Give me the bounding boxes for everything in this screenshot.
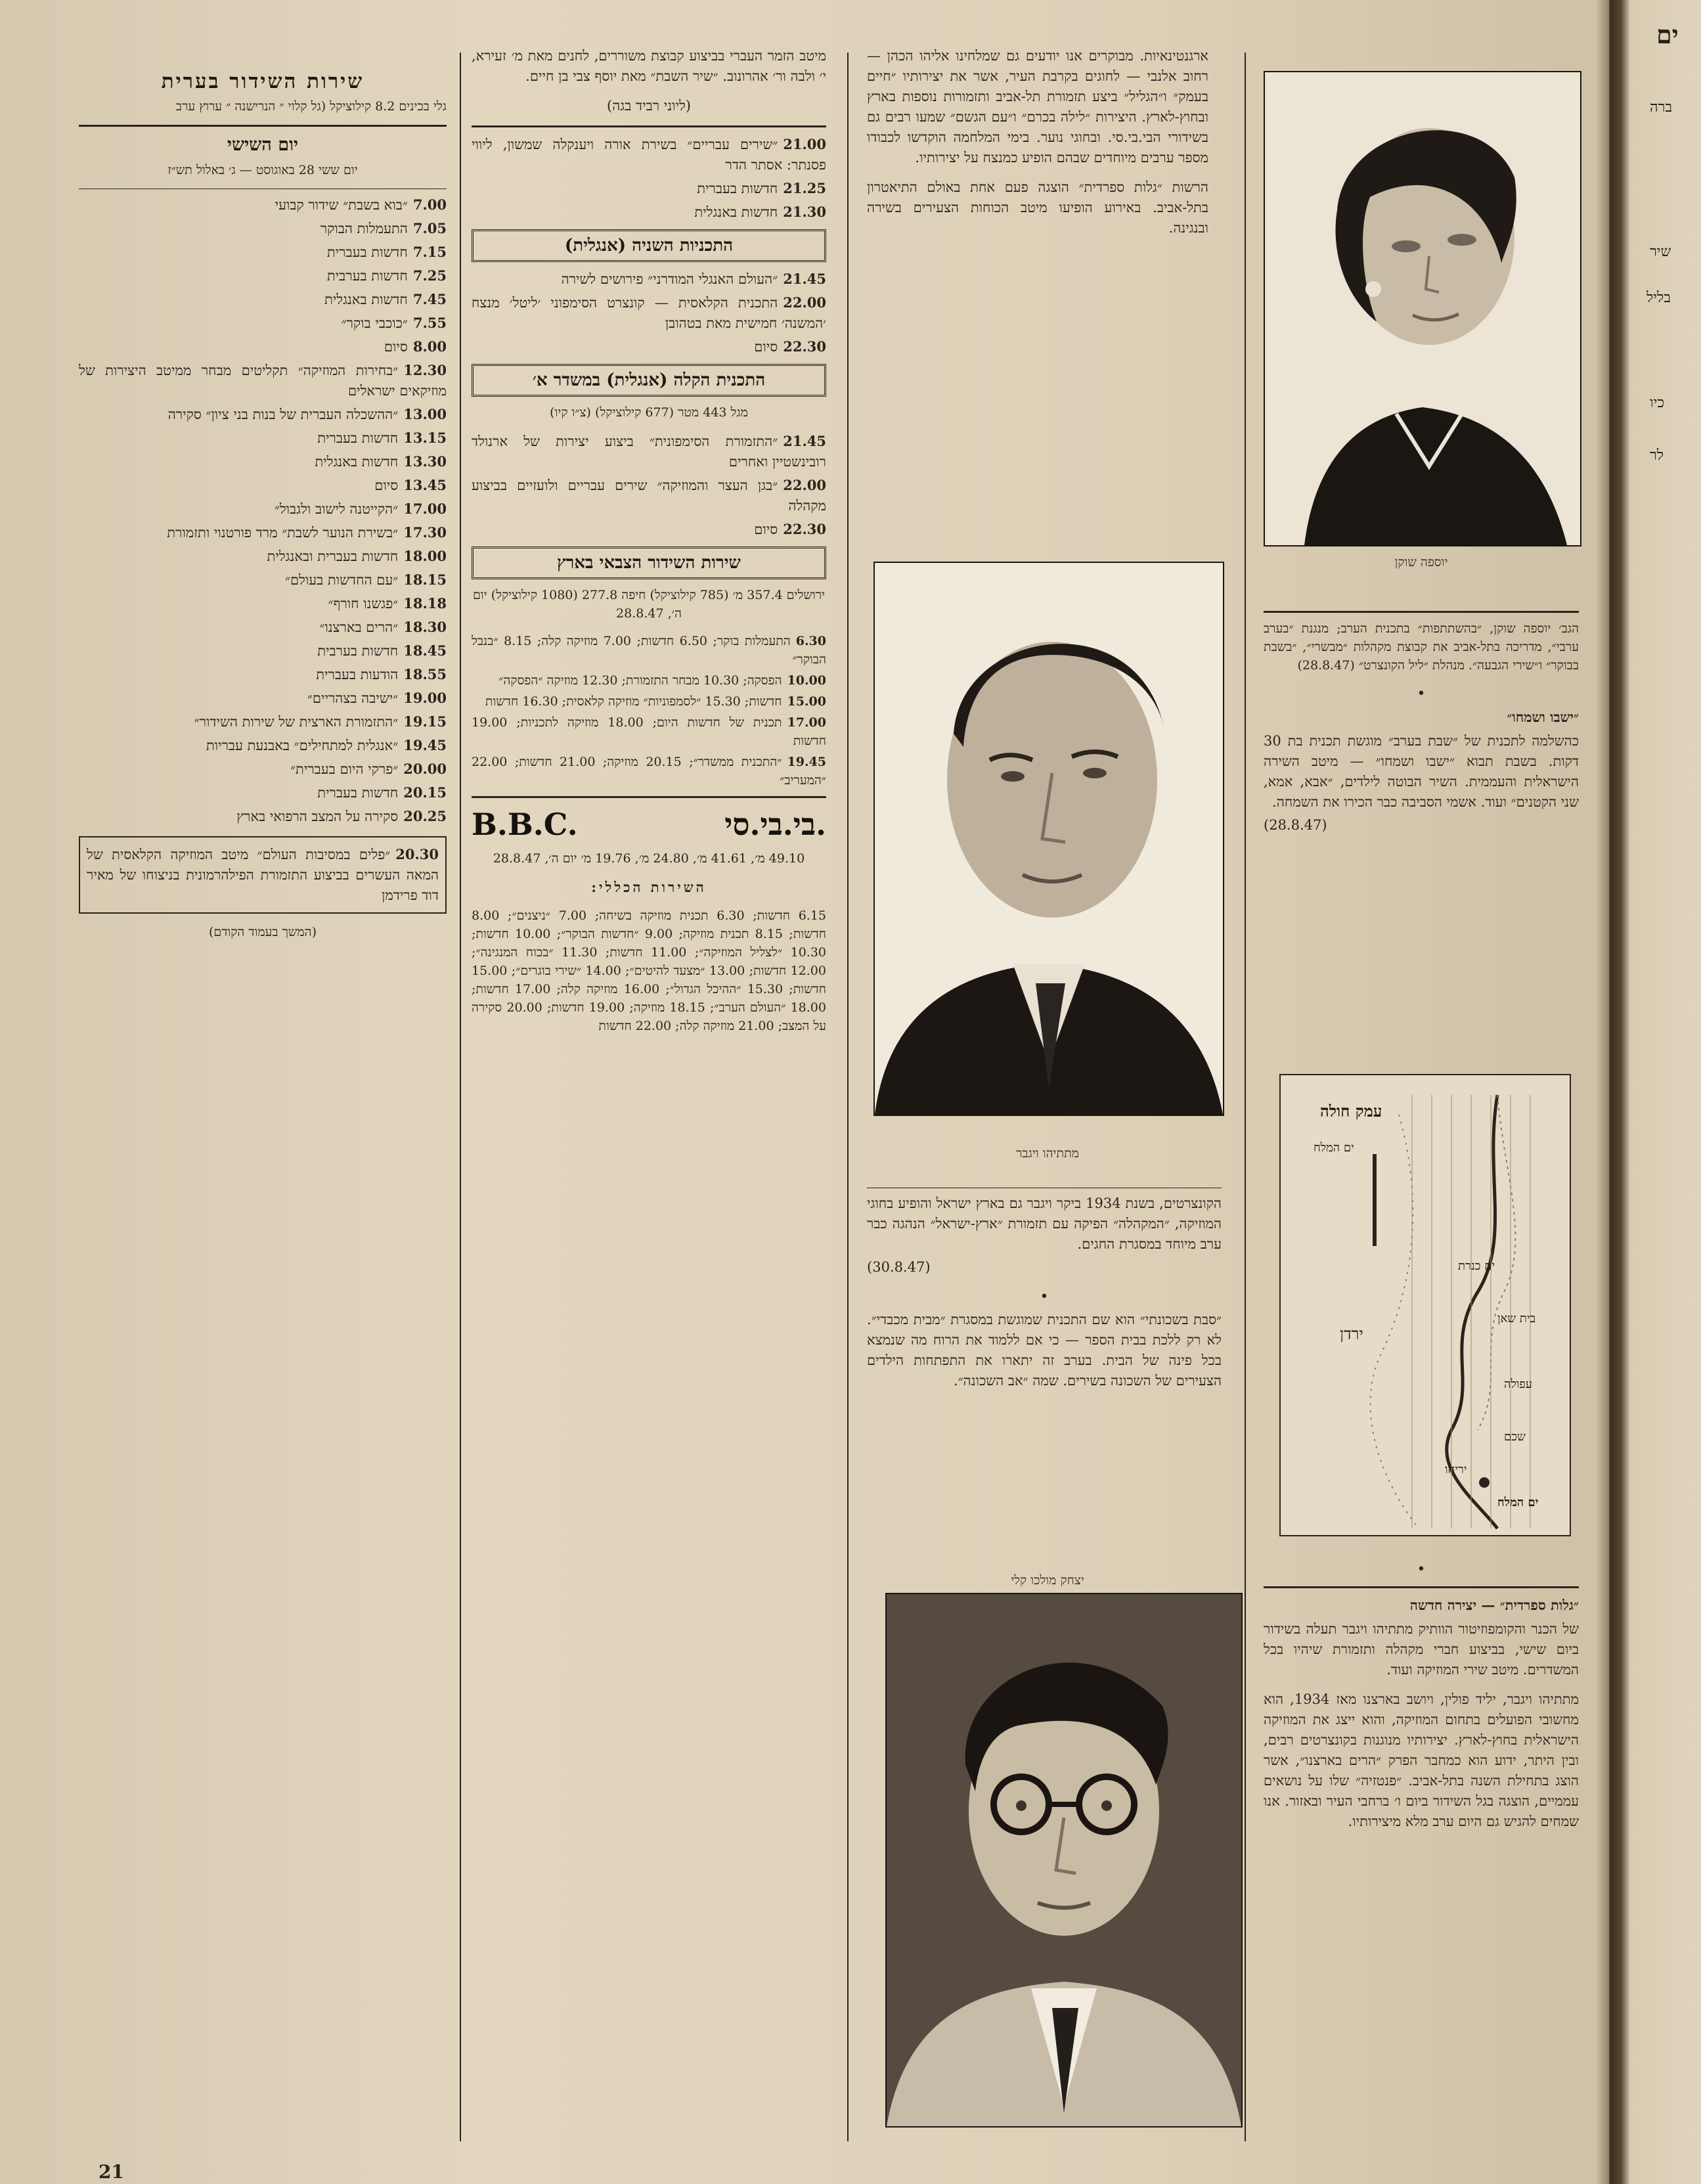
bbc-title-latin: B.B.C. [472,807,578,842]
left-heading: שירות השידור בערית [161,70,364,93]
schedule-item: 13.00״ההשכלה העברית של בנות בני ציון״ סקירה [167,406,447,422]
portrait-youth-icon [887,1594,1241,2126]
midleft-schedule-4 [472,632,826,790]
schedule-item: 19.15״התזמורת הארצית של שירות השידור״ [194,713,447,730]
right-para2-heading: ״גלות ספרדית״ — יצירה חדשה [1409,1597,1579,1613]
schedule-item: 20.00״פרקי היום בעברית״ [290,761,447,777]
schedule-item: 22.00״בגן העצר והמוזיקה״ שירים עבריים ולועזיים בביצוע מקהלה [472,477,826,514]
schedule-item: 13.30חדשות באנגלית [315,453,447,470]
map-label-4: שכם [1504,1430,1526,1444]
schedule-item: 19.45״התכנית ממשדר״; 20.15 מוזיקה; 21.00 חדשות; 22.00 ״המעריב״ [472,755,826,788]
schedule-item: 20.15חדשות בעברית [317,784,447,801]
schedule-item: 21.25חדשות בעברית [697,180,826,196]
schedule-item: 13.15חדשות בעברית [317,430,447,446]
photo-man [873,562,1224,1116]
midleft-schedule-2 [472,269,826,357]
left-column [79,66,447,2154]
schedule-item: 18.55הודעות בעברית [316,666,447,682]
separator-dot: • [1417,686,1426,702]
midright-text-top: ארגנטינאיות. מבוקרים אנו יודעים גם שמלחינו אליהו הכהן — רחוב אלנבי — לחוגים בקרבת העיר, אשר את יצירותיו ״חיים בעמק״ ו״הגליל״ ביצע תזמורת תל-אביב ותזמורות נוספות בארץ ובחוץ-לארץ. היצירות ״לילה בכרם״ ו״עם הגשם״ שמעו רבים גם בשידורי הבי.בי.סי. ובחוגי נוער. בימי המלחמה הוקדשו לכבודו מספר ערבים מיוחדים שבהם הופיע כמנצח על יצירותיו. [867,48,1208,166]
left-schedule [79,194,447,827]
schedule-item: 7.00״בוא בשבת״ שידור קבועי [275,196,447,213]
next-page-fragment: ים [1656,20,1679,49]
bbc-section-heading: השירות הכללי: [591,879,707,895]
caption-man: מתתיהו ויגבר [1016,1146,1079,1161]
schedule-item: 21.30חדשות באנגלית [694,204,826,220]
map-label-2: ירדן [1340,1325,1363,1343]
schedule-item: 21.00״שירים עבריים״ בשירת אורה ויענקלה שמשון, ליווי פסנתר: אסתר הדר [472,136,826,173]
schedule-item: 7.55״כוכבי בוקר״ [341,315,447,331]
schedule-item: 20.25סקירה על המצב הרפואי בארץ [236,808,447,824]
photo-youth [885,1593,1243,2128]
midleft-schedule-3 [472,431,826,540]
schedule-item: 22.30סיום [754,521,826,537]
midright-text-p2: הרשות ״גלות ספרדית״ הוצגה פעם אחת באולם התיאטרון בתל-אביב. באירוע הופיעו מיטב הכוחות הצעירים בשירה ובנגינה. [867,179,1208,236]
midright-text-mid-date: (30.8.47) [867,1259,931,1275]
schedule-item: 17.00תכנית של חדשות היום; 18.00 מוזיקה לתכניות; 19.00 חדשות [472,715,826,748]
schedule-item: 6.30התעמלות בוקר; 6.50 חדשות; 7.00 מוזיקה קלה; 8.15 ״בנבל הבוקר״ [472,634,826,667]
midleft-schedule-1 [472,134,826,223]
schedule-item: 7.05התעמלות הבוקר [320,220,447,236]
box3-subtitle: ירושלים 357.4 מ׳ (785 קילוציקל) חיפה 277.8 (1080 קילוציקל) יום ה׳, 28.8.47 [472,588,826,621]
midleft-column [472,46,826,2161]
right-para1-date: (28.8.47) [1264,817,1327,833]
caption-woman: יוספה שוקן [1394,555,1448,569]
schedule-item: 18.30״הרים בארצנו״ [319,619,447,635]
separator-dot-3: • [1040,1289,1049,1305]
next-page-edge [1610,0,1701,2184]
section-header-box1: התכניות השניה (אנגלית) [472,229,826,262]
schedule-item: 13.45סיום [374,477,447,493]
schedule-item: 19.00״ישיבה בצהריים״ [307,690,447,706]
midright-column-mid [867,1182,1222,1576]
schedule-item: 17.30״בשירת הנוער לשבת״ מרד פורטנוי ותזמורת [167,524,447,541]
map-figure [1279,1074,1571,1536]
schedule-item: 8.00סיום [384,338,447,355]
box2-subtitle: מגל 443 מטר (677 קילוציקל) (צ״ו קיו) [550,405,748,420]
box-time: 20.30 [395,846,439,862]
column-rule [460,53,461,2141]
section-header-box3: שירות השידור הצבאי בארץ [472,546,826,579]
midleft-top-credit: (ליוני רביד בגה) [607,98,691,114]
right-box-text: הגב׳ יוספה שוקן, ״בהשתתפות״ בתכנית הערב; מנגנת ״בערב ערבי״, מדריכה בתל-אביב את קבוצת מקהלות ״מבשרי״, ״בשבת בבוקר״ ו״שירי הגבעה״. מנהלת ״ליל הקונצרט״ (28.8.47) [1264,621,1579,673]
section-header-box2: התכנית הקלה (אנגלית) במשדר א׳ [472,364,826,397]
next-page-fragment: בליל [1646,290,1671,306]
map-label-1: בית שאן [1497,1312,1536,1326]
midright-column-top [867,46,1208,532]
portrait-woman-icon [1265,72,1580,545]
midleft-top-text: מיטב הזמר העברי בביצוע קבוצת משוררים, לחנים מאת מ׳ זעירא, י׳ ולבה ור׳ אהרונוב. ״שיר השבת״ מאת יוסף צבי בן חיים. [472,48,826,84]
bbc-subtitle: 49.10 מ׳, 41.61 מ׳, 24.80 מ׳, 19.76 מ׳ יום ה׳, 28.8.47 [493,851,805,866]
bbc-title-hebrew: בי.בי.סי. [724,807,826,842]
separator-dot-2: • [1417,1561,1426,1578]
schedule-item: 19.45״אנגלית למתחילים״ באבנעת עבריות [206,737,447,753]
caption-youth: יצחק מולכו קלי [1011,1573,1084,1588]
next-page-fragment: כיו [1650,395,1665,411]
next-page-fragment: לר [1650,447,1664,464]
midright-text-p3: ״סבת בשכונתי״ הוא שם התכנית שמוגשת במסגרת ״מבית מכבדי״. לא רק ללכת בבית הספר — כי אם ללמוד את הרוח מה שנמצא בכל פינה של הבית. בערב זה יתארו את התפתחות הילדים הצעירים של השכונה בשירים. שמה ״אב השכונה״. [867,1312,1222,1389]
photo-woman [1264,71,1581,546]
day-heading: יום השישי [227,135,299,155]
column-rule [847,53,849,2141]
continuation-note: (המשך בעמוד הקודם) [208,925,317,939]
right-para1: כהשלמה לתכנית של ״שבת בערב״ מוגשת תכנית בת 30 דקות. בשבת תבוא ״ישבו ושמחו״ — מיטב השירה הישראלית והעממית. השיר הבוטה לילדים, ״אבא, אמא, שני הקטנים״ ועוד. אשמי הסביבה כבר הכירו את השמחה. [1264,733,1579,810]
map-label-6: ים המלח [1497,1496,1539,1509]
schedule-item: 21.45״התזמורת הסימפונית״ ביצוע יצירות של ארנולד רובינשטיין ואחרים [472,433,826,470]
schedule-item: 18.45חדשות בערבית [317,642,447,659]
schedule-item: 10.00הפסקה; 10.30 מבחר התזמורת; 12.30 מוזיקה ״הפסקה״ [498,673,826,688]
schedule-item: 12.30״בחירות המוזיקה״ תקליטים מבחר ממיטב היצירות של מוזיקאים ישראלים [79,362,447,399]
next-page-fragment: שיר [1650,244,1671,260]
day-subheading: יום ששי 28 באוגוסט — ג׳ באלול תש״ז [167,163,358,177]
schedule-item: 18.00חדשות בעברית ובאנגלית [267,548,447,564]
schedule-item: 21.45״העולם האנגלי המודרני״ פירושים לשירה [561,271,826,287]
schedule-item: 17.00״הקייטנה לישוב ולגבול״ [274,501,447,517]
map-label-sub: ים המלח [1314,1141,1354,1155]
schedule-item: 15.00חדשות; 15.30 ״לסמפוניות״ מוזיקה קלאסית; 16.30 חדשות [485,694,826,709]
bbc-title [472,805,826,844]
portrait-man-icon [875,563,1223,1115]
right-para1-heading: ״ישבו ושמחו״ [1507,709,1579,725]
schedule-item: 7.15חדשות בעברית [326,244,447,260]
schedule-item: 18.18״פגשנו חורף״ [328,595,447,612]
map-label-city1: ים כנרת [1458,1259,1495,1273]
midright-text-mid: הקונצרטים, בשנת 1934 ביקר ויגבר גם בארץ ישראל והופיע בחוגי המוזיקה, ״המקהלה״ הפיקה עם תזמורת ״ארץ-ישראל״ הנהגה כבר ערב מיוחד במסגרת החגים. [867,1195,1222,1252]
map-label-3: עפולה [1504,1377,1532,1391]
schedule-item: 22.30סיום [754,338,826,355]
left-bottom-box [79,836,447,914]
schedule-item: 22.00התכנית הקלאסית — קונצרט הסימפוני ׳ליטל׳ מנצח ׳המשנה׳ חמישית מאת בטהובן [472,294,826,331]
right-para3: מתתיהו ויגבר, יליד פולין, ויושב בארצנו מאז 1934, הוא מחשובי הפועלים בתחום המוזיקה, והוא ייצג את המוזיקה הישראלית בחוץ-לארץ. יצירותיו מנוגנות בקונצרטים רבים, ובין היתר, ידוע הוא כמחבר הפרק ״הרים בארצנו״, אשר הוצג בתחילת השנה בתל-אביב. ״פנטזיה״ שלו על נושאים עממיים, הוצגה בגל השידור ביום ו׳ ברחבי העיר ובאזור. אנו שמחים להגיש גם היום ערב מלא מיצירותיו. [1264,1691,1579,1829]
column-rule [1245,53,1246,2141]
bbc-schedule-text: 6.15 חדשות; 6.30 תכנית מוזיקה בשיחה; 7.00 ״ניצנים״; 8.00 חדשות; 8.15 תכנית מוזיקה; 9.00 ״חדשות הבוקר״; 10.00 חדשות; 10.30 ״לצליל המוזיקה״; 11.00 חדשות; 11.30 ״בכוח המנגינה״; 12.00 חדשות; 13.00 ״מצעד להיטים״; 14.00 ״שירי בוגרים״; 15.00 חדשות; 15.30 ״ההיכל הגדול״; 16.00 מוזיקה קלה; 17.00 חדשות; 18.00 ״העולם הערב״; 18.15 מוזיקה; 19.00 חדשות; 20.00 סקירה על המצב; 21.00 מוזיקה קלה; 22.00 חדשות [472,908,826,1033]
page-number: 21 [99,2161,124,2183]
box-text: ״פלים במסיבות העולם״ מיטב המוזיקה הקלאסית של המאה העשרים בביצוע התזמורת הפילהרמונית בניצוחו של מאיר דוד פרידמן [87,847,439,903]
next-page-fragment: ברה [1650,99,1673,116]
right-column-lower [1264,1557,1579,2161]
schedule-item: 18.15״עם החדשות בעולם״ [284,571,447,588]
schedule-item: 7.25חדשות בערבית [326,267,447,284]
map-label-top: עמק חולה [1320,1102,1382,1121]
map-label-5: יריחו [1445,1463,1467,1477]
schedule-item: 7.45חדשות באנגלית [324,291,447,307]
left-intro: גלי בכינים 8.2 קילוציקל (גל קלוי ״ הנרישנה ״ ערוץ ערב [175,99,447,114]
right-para2: של הכנר והקומפוזיטור הוותיק מתתיהו ויגבר תעלה בשידור ביום שישי, בביצוע חברי מקהלה ותזמורת שיהיו בכל המשדרים. מיטב שירי המוזיקה ועוד. [1264,1621,1579,1678]
